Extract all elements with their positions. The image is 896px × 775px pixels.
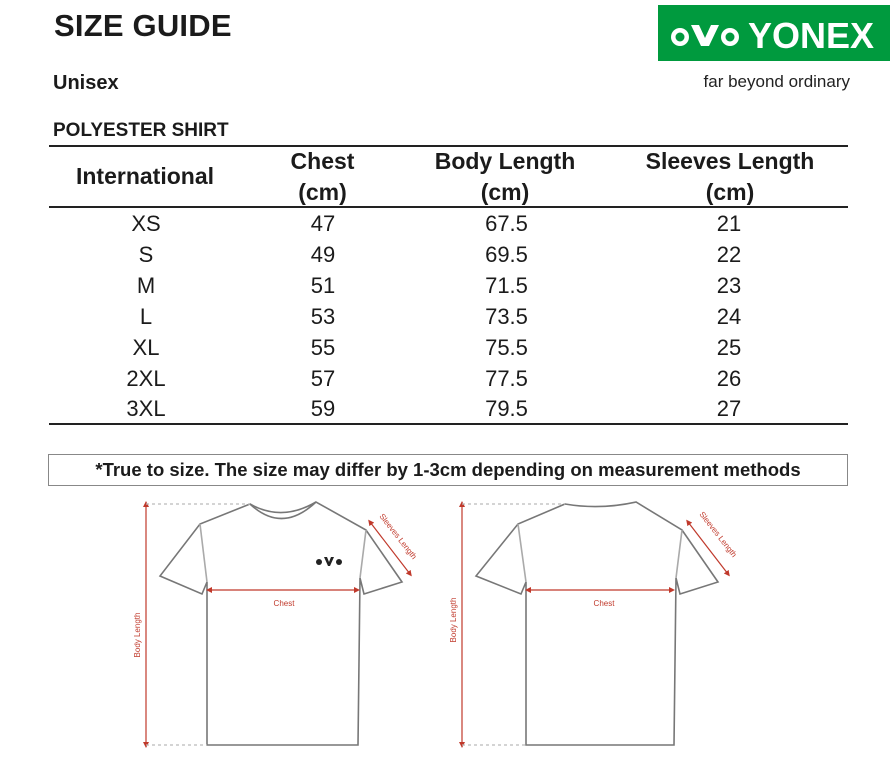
shirt-measurement-diagram [0,490,896,775]
chest-cell: 47 [310,211,336,236]
chest-cell: 55 [310,335,336,360]
section-title: POLYESTER SHIRT [53,120,229,141]
back-sleeve-length-label: Sleeves Length [697,509,739,559]
yonex-logo-icon [671,25,739,46]
table-row [49,301,848,332]
table-row [49,208,848,239]
gender-subtitle: Unisex [53,72,119,94]
sleeve-length-cell: 27 [716,396,742,421]
front-body-length-label: Body Length [133,612,142,658]
page-title: SIZE GUIDE [54,8,232,43]
table-row [49,363,848,394]
table-row [49,332,848,363]
brand-name: YONEX [748,15,875,56]
back-body-length-label: Body Length [449,597,458,643]
body-length-cell: 75.5 [485,335,528,360]
sleeve-length-cell: 24 [716,304,742,329]
table-bottom-rule [49,423,848,425]
size-cell: 2XL [126,366,166,391]
brand-tagline: far beyond ordinary [703,72,850,91]
body-length-cell: 77.5 [485,366,528,391]
chest-cell: 49 [310,242,336,267]
fit-note-text: *True to size. The size may differ by 1-3cm depending on measurement methods [95,459,801,480]
sleeve-length-cell: 26 [716,366,742,391]
back-chest-label: Chest [593,599,615,608]
table-row [49,270,848,301]
col-header-sleeves-length: Sleeves Length (cm) [645,148,815,205]
col-header-international: International [75,163,214,189]
size-cell: L [139,304,153,329]
chest-cell: 53 [310,304,336,329]
sleeve-length-cell: 23 [716,273,742,298]
table-row [49,239,848,270]
front-shirt [160,502,402,745]
chest-cell: 57 [310,366,336,391]
size-cell: XS [131,211,161,236]
front-chest-label: Chest [273,599,295,608]
fit-note [48,454,848,486]
table-row [49,393,848,424]
col-header-body-length: Body Length (cm) [434,148,576,205]
body-length-cell: 73.5 [485,304,528,329]
body-length-cell: 69.5 [485,242,528,267]
chest-cell: 59 [310,396,336,421]
size-cell: M [136,273,156,298]
sleeve-length-cell: 22 [716,242,742,267]
body-length-cell: 67.5 [485,211,528,236]
front-sleeve-length-label: Sleeves Length [377,511,419,561]
sleeve-length-cell: 25 [716,335,742,360]
chest-cell: 51 [310,273,336,298]
sleeve-length-cell: 21 [716,211,742,236]
brand-logo [658,5,890,61]
col-header-chest: Chest (cm) [290,148,355,205]
body-length-cell: 79.5 [485,396,528,421]
body-length-cell: 71.5 [485,273,528,298]
size-cell: S [138,242,154,267]
back-shirt [476,502,718,745]
size-cell: 3XL [126,396,166,421]
size-cell: XL [132,335,160,360]
